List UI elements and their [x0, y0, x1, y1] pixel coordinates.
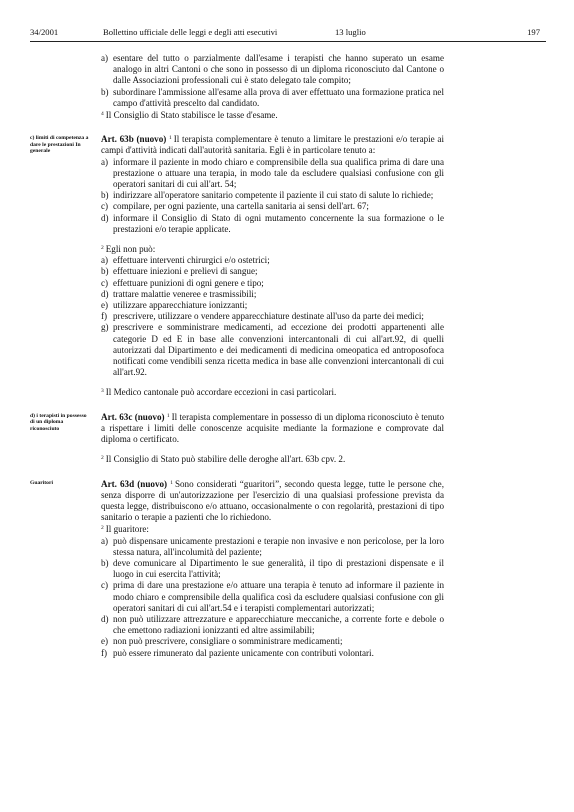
article-opening — [101, 411, 444, 446]
list-item-label: c) — [101, 201, 109, 212]
paragraph-number: 1 — [166, 412, 170, 419]
section-art63c — [0, 411, 574, 466]
list-item-text: effettuare interventi chirurgici e/o ostetrici; — [113, 255, 270, 266]
list-item — [101, 157, 444, 191]
list-item — [101, 190, 444, 201]
publication-title: Bollettino ufficiale delle leggi e degli atti esecutivi — [103, 27, 278, 37]
paragraph — [101, 386, 444, 398]
list-item — [101, 266, 444, 277]
list-item-text: non può prescrivere, consigliare o somministrare medicamenti; — [113, 636, 343, 647]
list-item-label: g) — [101, 322, 109, 333]
paragraph-text: Il guaritore: — [105, 524, 149, 535]
list-item-text: può essere rimunerato dal paziente unicamente con contributi volontari. — [113, 647, 374, 658]
paragraph-gap — [101, 235, 444, 243]
list-item — [101, 289, 444, 300]
article-title: Art. 63c (nuovo) — [101, 411, 165, 422]
section-top — [0, 53, 574, 121]
list-item-text: non può utilizzare attrezzature e apparecchiature meccaniche, a corrente forte e debole o che emettono radiazioni ionizzanti ed altre assimilabili; — [113, 613, 444, 636]
margin-note: Guaritori — [30, 479, 53, 486]
list-item-label: a) — [101, 156, 109, 167]
section-text — [101, 53, 444, 121]
list-item — [101, 87, 444, 109]
list-item-text: informare il Consiglio di Stato di ogni mutamento concernente la sua formazione o le prestazioni e/o terapie applicate. — [113, 212, 444, 234]
list-item-text: compilare, per ogni paziente, una cartella sanitaria ai sensi dell'art. 67; — [113, 201, 369, 212]
paragraph-text: Il terapista complementare in possesso di un diploma riconosciuto è tenuto a rispettare i limiti delle conoscenze acquisite mediante la formazione e comprovate dal diploma o certificato. — [101, 411, 444, 445]
section-text — [101, 411, 444, 466]
paragraph — [101, 453, 444, 465]
paragraph-text: Il terapista complementare è tenuto a limitare le prestazioni e/o terapie ai campi d'attività indicati dall'autorità sanitaria. Egli è in particolare tenuto a: — [101, 134, 444, 156]
list-item-text: esentare del tutto o parzialmente dall'esame i terapisti che hanno superato un esame analogo in altri Cantoni o che sono in possesso di un diploma riconosciuto dal Cantone o dalle Associazioni professionali cui è stato delegato tale compito; — [113, 53, 444, 86]
list-item — [101, 558, 444, 580]
paragraph-gap — [101, 378, 444, 386]
list-item-label: c) — [101, 580, 109, 591]
list-item-label: a) — [101, 255, 109, 266]
list-item — [101, 580, 444, 614]
list-item-label: a) — [101, 535, 109, 546]
section-art63d — [0, 478, 574, 659]
paragraph-gap — [101, 445, 444, 453]
list-item-label: b) — [101, 86, 109, 97]
list-item-label: f) — [101, 311, 108, 322]
list-item-label: d) — [101, 613, 109, 624]
list-item-label: e) — [101, 300, 109, 311]
list-item-label: c) — [101, 277, 109, 288]
list-item-text: utilizzare apparecchiature ionizzanti; — [113, 300, 248, 311]
list-item-label: e) — [101, 636, 109, 647]
section-art63b — [0, 133, 574, 398]
paragraph-text: Egli non può: — [105, 244, 156, 255]
list-item-text: prescrivere e somministrare medicamenti, ad eccezione dei prodotti appartenenti alle categorie D ed E in base alle convenzioni intercantonali di cui all'art.92, di quelli autorizzati dal Dipartimento e dei medicamenti di medicina omeopatica ed antroposofoca notificati come vendibili senza ricetta medica in base alle convenzioni intercantonali di cui all'art.92. — [113, 322, 444, 378]
list-item — [101, 636, 444, 647]
paragraph — [101, 243, 444, 255]
paragraph — [101, 109, 444, 121]
list-item-text: effettuare iniezioni e prelievi di sangue; — [113, 266, 258, 277]
paragraph-number: 1 — [170, 479, 173, 486]
list-item-text: può dispensare unicamente prestazioni e terapie non invasive e non pericolose, per la loro stessa natura, all'incolumità del paziente; — [113, 535, 444, 557]
paragraph-number: 3 — [101, 388, 104, 395]
list-item — [101, 201, 444, 212]
page-number: 197 — [527, 27, 540, 37]
list-item-label: b) — [101, 266, 109, 277]
margin-note: c) limiti di competenza a dare le prestazioni In generale — [30, 135, 89, 155]
article-title: Art. 63b (nuovo) — [101, 134, 167, 145]
list-item — [101, 213, 444, 235]
paragraph-text: Sono considerati “guaritori”, secondo questa legge, tutte le persone che, senza disporre di un'autorizzazione per l'esercizio di una qualsiasi professione prevista da questa legge, distribuiscono e/o attuano, occasionalmente o con regolarità, prestazioni di tipo sanitario o terapie a pazienti che lo richiedono. — [101, 478, 444, 523]
list-item — [101, 278, 444, 289]
paragraph-text: Il Medico cantonale può accordare eccezioni in casi particolari. — [105, 387, 337, 398]
paragraph-number: 1 — [169, 135, 172, 142]
list-item — [101, 311, 444, 322]
list-item — [101, 300, 444, 311]
paragraph-text: Il Consiglio di Stato stabilisce le tasse d'esame. — [105, 110, 278, 121]
issue-number: 34/2001 — [30, 27, 59, 37]
section-text — [101, 478, 444, 659]
list-item-text: prima di dare una prestazione e/o attuare una terapia è tenuto ad informare il paziente in modo chiaro e comprensibile della qualifica così da escludere qualsiasi confusione con gli operatori sanitari di cui all'art.54 e i terapisti complementari autorizzati; — [113, 580, 444, 613]
paragraph-text: Il Consiglio di Stato può stabilire delle deroghe all'art. 63b cpv. 2. — [105, 454, 346, 465]
page-header — [30, 27, 546, 42]
list-item-label: b) — [101, 190, 109, 201]
document-body — [0, 53, 574, 659]
paragraph-number: 2 — [101, 525, 104, 532]
article-opening — [101, 478, 444, 524]
section-text — [101, 133, 444, 398]
issue-date: 13 luglio — [335, 27, 366, 37]
list-item-text: indirizzare all'operatore sanitario competente il paziente il cui stato di salute lo richiede; — [113, 190, 434, 201]
list-item-text: informare il paziente in modo chiaro e comprensibile della sua qualifica prima di dare una prestazione o attuare una terapia, in modo tale da escludere qualsiasi confusione con gli operatori sanitari di cui all'art. 54; — [113, 156, 444, 190]
list-item-label: f) — [101, 647, 108, 658]
paragraph-number: 2 — [101, 455, 104, 462]
list-item — [101, 255, 444, 266]
list-item-label: a) — [101, 53, 109, 63]
list-item — [101, 322, 444, 378]
margin-note: d) i terapisti in possesso di un diploma riconosciuto — [30, 412, 87, 432]
list-item-label: b) — [101, 557, 109, 568]
list-item-label: d) — [101, 288, 109, 299]
list-item-text: deve comunicare al Dipartimento le sue generalità, il tipo di prestazioni dispensate e il luogo in cui esercita l'attività; — [113, 557, 444, 580]
list-item-text: effettuare punizioni di ogni genere e tipo; — [113, 277, 264, 288]
paragraph — [101, 523, 444, 535]
article-title: Art. 63d (nuovo) — [101, 478, 168, 489]
paragraph-number: 2 — [101, 245, 104, 252]
list-item-text: trattare malattie veneree e trasmissibili; — [113, 288, 257, 299]
list-item — [101, 648, 444, 659]
list-item-text: prescrivere, utilizzare o vendere apparecchiature destinate all'uso da parte dei medici; — [113, 311, 424, 322]
list-item-text: subordinare l'ammissione all'esame alla prova di aver effettuato una formazione pratica nel campo d'attività prescelto dal candidato. — [113, 86, 444, 108]
article-opening — [101, 133, 444, 156]
list-item — [101, 536, 444, 558]
list-item — [101, 53, 444, 87]
list-item — [101, 614, 444, 636]
list-item-label: d) — [101, 212, 109, 223]
paragraph-number: 4 — [101, 111, 104, 118]
